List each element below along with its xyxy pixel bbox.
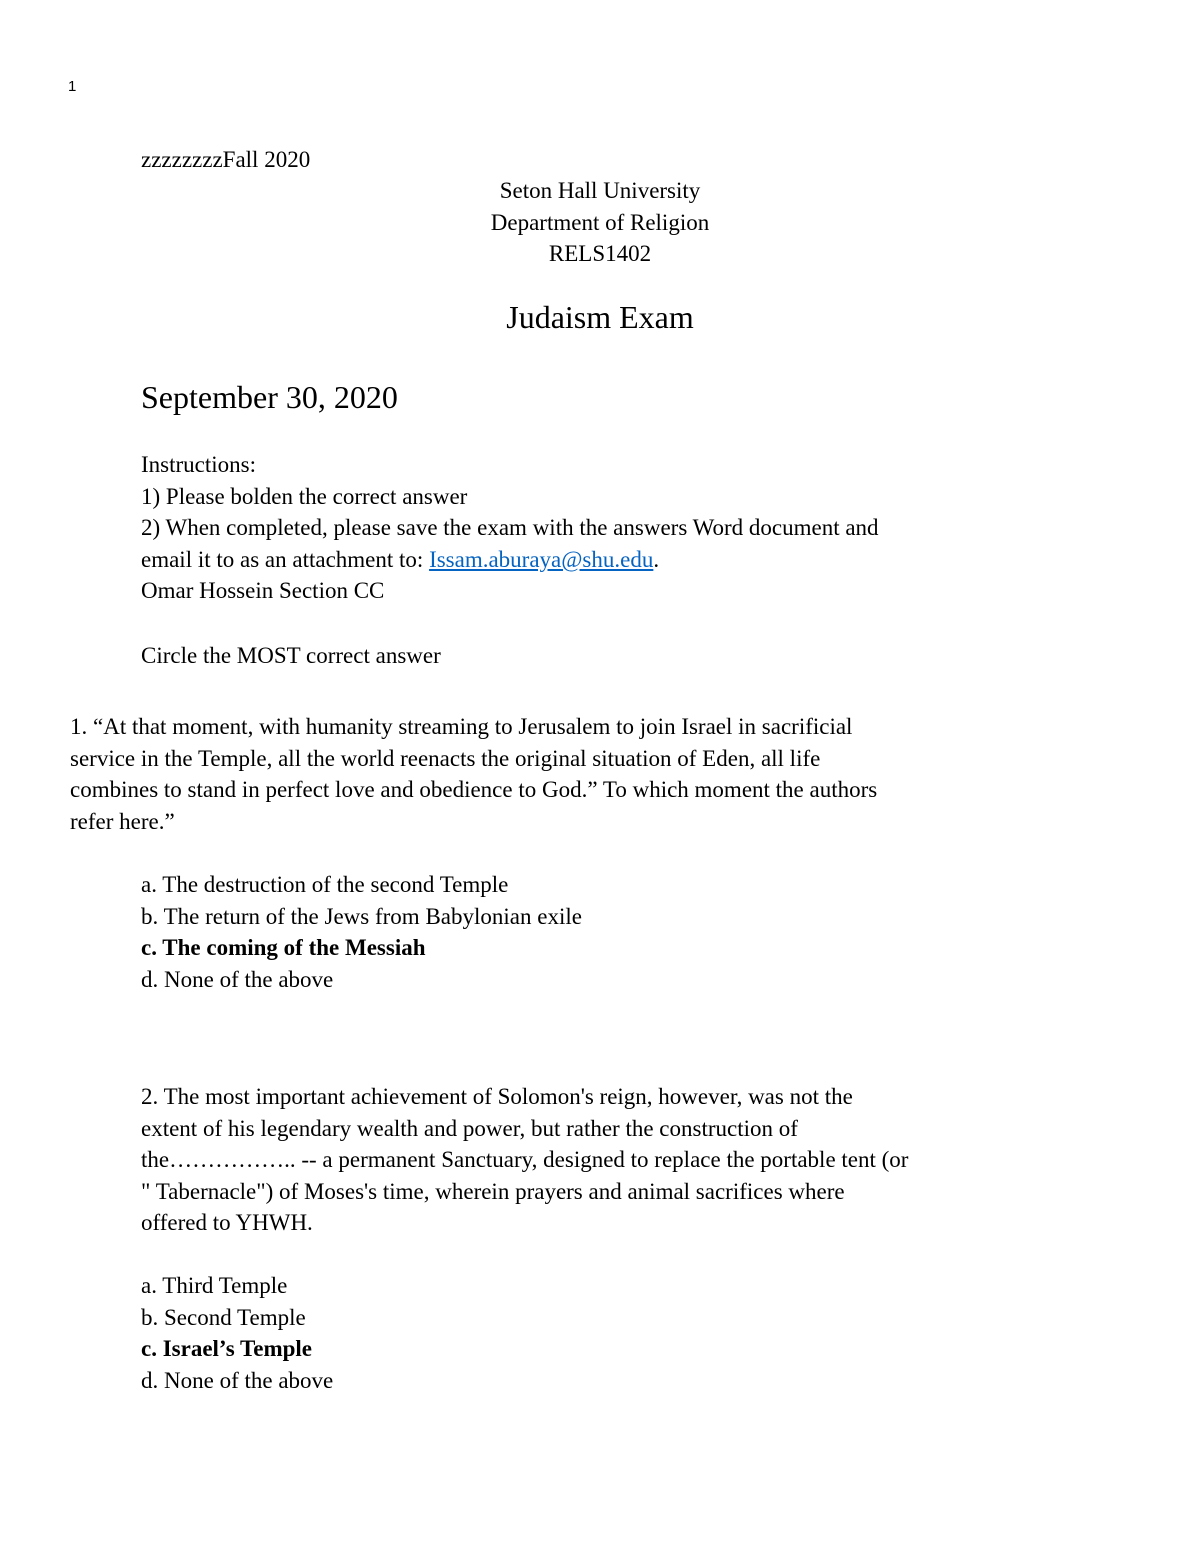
option-1a: a. The destruction of the second Temple <box>141 872 509 897</box>
instruction-item-2-line-1: 2) When completed, please save the exam with the answers Word document and <box>141 515 879 541</box>
question-2-text <box>141 1081 908 1239</box>
question-1-line: 1. “At that moment, with humanity streaming to Jerusalem to join Israel in sacrificial <box>70 714 853 739</box>
option-2c <box>141 1333 333 1365</box>
option-2c-letter: c. <box>141 1336 163 1362</box>
instruction-item-2-line-2 <box>141 544 879 576</box>
exam-title: Judaism Exam <box>506 299 694 335</box>
option-2c-selected: Israel’s Temple <box>162 1336 313 1362</box>
question-2-line: " Tabernacle") of Moses's time, wherein prayers and animal sacrifices where <box>141 1178 845 1204</box>
option-2a: a. Third Temple <box>141 1273 288 1298</box>
email-link[interactable]: Issam.aburaya@shu.edu <box>429 546 654 572</box>
question-2-line: offered to YHWH. <box>141 1210 313 1236</box>
instruction-email-suffix: . <box>653 546 660 572</box>
exam-date: September 30, 2020 <box>141 379 398 415</box>
option-1d: d. None of the above <box>141 966 334 992</box>
question-1-line: refer here.” <box>70 808 175 834</box>
question-2-line: the…………….. -- a permanent Sanctuary, designed to replace the portable tent (or <box>141 1147 909 1173</box>
question-1-line: service in the Temple, all the world reenacts the original situation of Eden, all life <box>70 745 821 771</box>
instruction-email-prefix: email it to as an attachment to: <box>141 546 430 572</box>
instructions-block <box>141 449 879 607</box>
directive-text: Circle the MOST correct answer <box>141 643 441 668</box>
question-1-line: combines to stand in perfect love and obedience to God.” To which moment the authors <box>70 777 878 803</box>
question-2-line: 2. The most important achievement of Solomon's reign, however, was not the <box>141 1084 853 1109</box>
course-code: RELS1402 <box>548 241 652 266</box>
question-2-line: extent of his legendary wealth and power, but rather the construction of <box>141 1115 798 1141</box>
instructions-heading: Instructions: <box>141 452 256 477</box>
instruction-item-1: 1) Please bolden the correct answer <box>141 483 468 509</box>
question-2-options <box>141 1270 333 1396</box>
page-number: 1 <box>68 78 77 95</box>
question-1-text <box>70 711 877 837</box>
department-name: Department of Religion <box>490 209 710 235</box>
option-2b: b. Second Temple <box>141 1304 306 1330</box>
option-1b: b. The return of the Jews from Babylonian exile <box>141 903 582 929</box>
student-info: Omar Hossein Section CC <box>141 578 385 604</box>
header-block <box>0 175 1200 270</box>
university-name: Seton Hall University <box>499 178 701 203</box>
term-line: zzzzzzzzFall 2020 <box>141 147 311 172</box>
option-1c-selected: c. The coming of the Messiah <box>141 935 426 961</box>
option-2d: d. None of the above <box>141 1367 334 1393</box>
question-1-options <box>141 869 582 995</box>
